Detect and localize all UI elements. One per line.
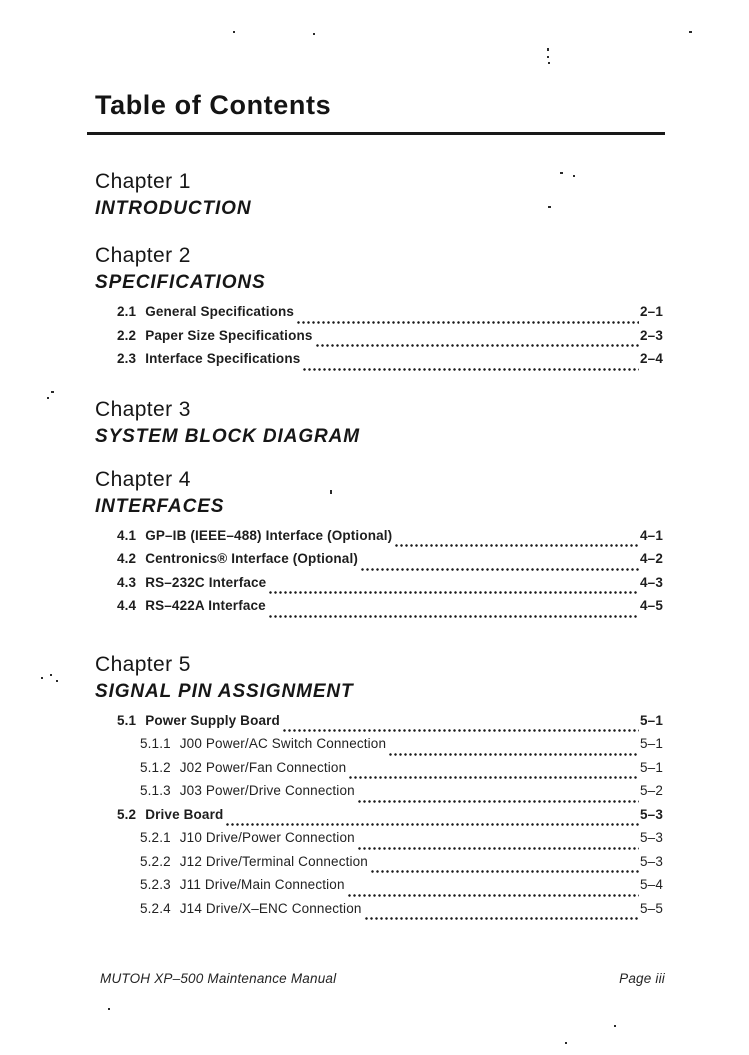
chapter-label: Chapter 3	[95, 397, 191, 421]
chapter-entries	[95, 528, 663, 622]
toc-entry-page: 5–3	[640, 806, 663, 822]
scan-noise-speck	[565, 1042, 567, 1044]
toc-entry-title: General Specifications	[145, 304, 295, 319]
dotted-leader	[283, 729, 639, 732]
chapter-section	[95, 466, 663, 622]
toc-entry	[95, 877, 663, 901]
dotted-leader	[361, 568, 639, 571]
toc-entry-title: J10 Drive/Power Connection	[179, 830, 355, 845]
toc-entry-page: 4–2	[640, 551, 663, 566]
toc-entry-number: 5.2.3	[140, 877, 171, 892]
toc-entry-title: J02 Power/Fan Connection	[179, 759, 347, 775]
page-footer	[100, 971, 665, 986]
toc-entry-number: 5.1.2	[140, 759, 171, 775]
chapter-list	[95, 168, 663, 924]
dotted-leader	[303, 368, 639, 371]
scan-noise-speck	[560, 172, 563, 174]
toc-entry-title: J12 Drive/Terminal Connection	[179, 853, 368, 869]
toc-entry	[95, 736, 663, 760]
toc-entry	[95, 575, 663, 599]
toc-entry-number: 4.3	[117, 574, 137, 590]
scan-noise-speck	[47, 397, 49, 399]
toc-entry-title: Drive Board	[145, 806, 224, 822]
toc-entry-title: J00 Power/AC Switch Connection	[179, 736, 387, 751]
toc-entry-page: 4–1	[640, 527, 663, 543]
dotted-leader	[269, 615, 639, 618]
chapter-entries	[95, 304, 663, 375]
scan-noise-speck	[614, 1025, 616, 1027]
footer-manual-title: MUTOH XP–500 Maintenance Manual	[100, 971, 337, 986]
chapter-label: Chapter 4	[95, 467, 191, 491]
dotted-leader	[371, 870, 639, 873]
scan-noise-speck	[41, 677, 43, 679]
chapter-title: INTERFACES	[95, 495, 225, 517]
toc-entry-number: 5.2.1	[140, 830, 171, 845]
chapter-title: SPECIFICATIONS	[95, 272, 266, 293]
dotted-leader	[348, 894, 639, 897]
toc-entry	[95, 351, 663, 375]
toc-entry-title: Paper Size Specifications	[145, 327, 313, 343]
toc-entry-title: Interface Specifications	[145, 351, 301, 366]
toc-entry-title: RS–232C Interface	[145, 574, 267, 590]
chapter-section	[95, 396, 663, 450]
scan-noise-speck	[547, 56, 549, 58]
chapter-entries	[95, 713, 663, 925]
dotted-leader	[389, 753, 639, 756]
dotted-leader	[358, 847, 639, 850]
toc-entry-number: 5.2.4	[140, 900, 171, 916]
toc-entry-page: 2–3	[640, 327, 663, 343]
scan-noise-speck	[547, 48, 549, 51]
dotted-leader	[365, 917, 640, 920]
chapter-title: SIGNAL PIN ASSIGNMENT	[95, 680, 354, 702]
toc-entry	[95, 760, 663, 784]
toc-entry	[95, 598, 663, 622]
dotted-leader	[349, 776, 639, 779]
toc-entry-title: J03 Power/Drive Connection	[179, 783, 355, 798]
toc-entry-number: 4.4	[117, 598, 137, 613]
toc-entry	[95, 328, 663, 352]
chapter-label: Chapter 5	[95, 652, 191, 676]
toc-entry	[95, 304, 663, 328]
toc-entry	[95, 901, 663, 925]
toc-entry	[95, 713, 663, 737]
scan-noise-speck	[313, 33, 315, 35]
scan-noise-speck	[56, 680, 58, 682]
toc-entry-title: GP–IB (IEEE–488) Interface (Optional)	[145, 527, 393, 543]
toc-entry-number: 5.1	[117, 712, 137, 728]
footer-page-number: Page iii	[619, 971, 665, 986]
toc-entry-title: J11 Drive/Main Connection	[179, 877, 345, 892]
toc-entry-page: 4–5	[640, 598, 663, 613]
dotted-leader	[226, 823, 639, 826]
dotted-leader	[269, 591, 639, 594]
scan-noise-speck	[548, 206, 551, 208]
toc-entry-page: 5–1	[640, 712, 663, 728]
toc-entry-page: 2–1	[640, 304, 663, 319]
scan-noise-speck	[330, 490, 332, 494]
toc-entry-title: Centronics® Interface (Optional)	[145, 551, 358, 566]
title-underline	[87, 132, 665, 135]
toc-entry-page: 5–2	[640, 783, 663, 798]
toc-entry-number: 2.2	[117, 327, 137, 343]
toc-entry-number: 2.1	[117, 304, 137, 319]
toc-entry-page: 5–3	[640, 853, 663, 869]
toc-entry	[95, 551, 663, 575]
toc-entry-page: 5–4	[640, 877, 663, 892]
dotted-leader	[358, 800, 639, 803]
chapter-section	[95, 168, 663, 222]
toc-entry-page: 5–5	[640, 900, 663, 916]
chapter-section	[95, 242, 663, 375]
toc-entry-number: 5.1.1	[140, 736, 171, 751]
scan-noise-speck	[51, 391, 54, 393]
toc-entry-number: 2.3	[117, 351, 137, 366]
toc-entry-title: RS–422A Interface	[145, 598, 266, 613]
chapter-label: Chapter 2	[95, 244, 191, 267]
toc-entry-page: 5–1	[640, 736, 663, 751]
chapter-label: Chapter 1	[95, 170, 191, 193]
scan-noise-speck	[689, 31, 692, 33]
scan-noise-speck	[233, 31, 235, 33]
toc-entry-page: 2–4	[640, 351, 663, 366]
dotted-leader	[395, 544, 639, 547]
toc-entry-number: 5.2	[117, 806, 137, 822]
toc-entry	[95, 830, 663, 854]
chapter-section	[95, 651, 663, 925]
toc-entry-page: 4–3	[640, 574, 663, 590]
toc-content	[95, 0, 663, 924]
toc-entry	[95, 854, 663, 878]
toc-entry-number: 5.2.2	[140, 853, 171, 869]
toc-entry-title: J14 Drive/X–ENC Connection	[179, 900, 362, 916]
toc-entry-number: 4.1	[117, 527, 137, 543]
toc-entry-page: 5–1	[640, 759, 663, 775]
toc-entry	[95, 783, 663, 807]
toc-entry	[95, 807, 663, 831]
dotted-leader	[316, 344, 639, 347]
dotted-leader	[297, 321, 639, 324]
page-title: Table of Contents	[95, 90, 332, 120]
scan-noise-speck	[548, 62, 550, 64]
toc-entry-title: Power Supply Board	[145, 712, 280, 728]
toc-entry	[95, 528, 663, 552]
toc-entry-number: 4.2	[117, 551, 137, 566]
scan-noise-speck	[108, 1008, 110, 1010]
toc-entry-page: 5–3	[640, 830, 663, 845]
scan-noise-speck	[50, 674, 52, 676]
toc-entry-number: 5.1.3	[140, 783, 171, 798]
chapter-title: INTRODUCTION	[95, 198, 252, 219]
chapter-title: SYSTEM BLOCK DIAGRAM	[95, 425, 360, 447]
scan-noise-speck	[573, 175, 575, 177]
